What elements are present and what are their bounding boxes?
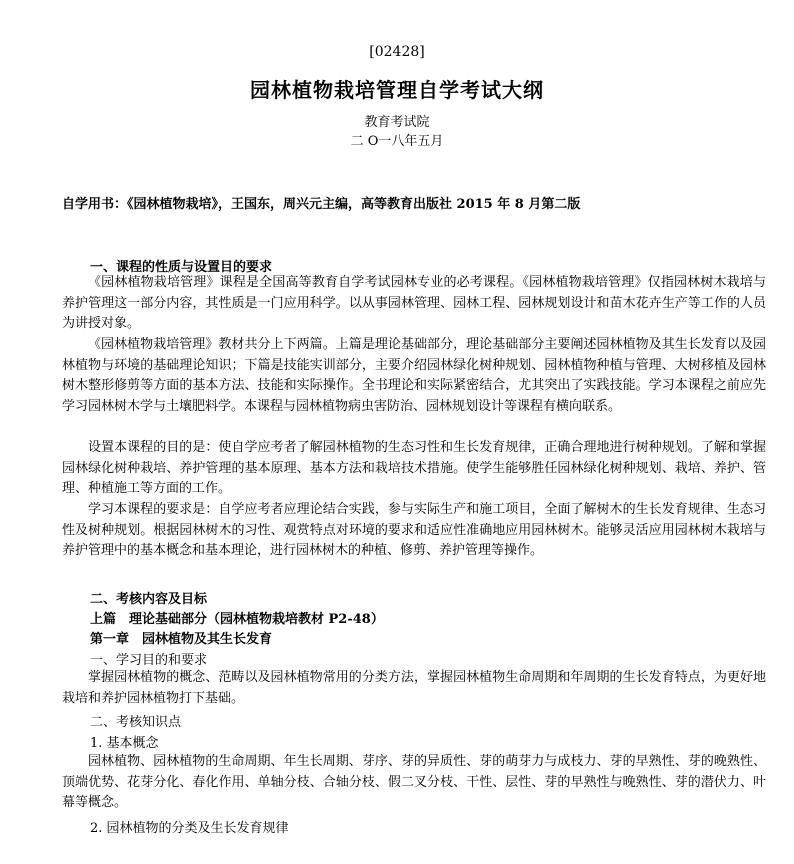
chapter-heading: 第一章 园林植物及其生长发育 xyxy=(90,632,273,647)
paragraph-textbook-structure: 《园林植物栽培管理》教材共分上下两篇。上篇是理论基础部分，理论基础部分主要阐述园林植物及其生长发育以及园林植物与环境的基础理论知识；下篇是技能实训部分，主要介绍园林绿化树种规划、园林植物种植与管理、大树移植及园林树木整形修剪等方面的基本方法、技能和实际操作。全书理论和实际紧密结合，尤其突出了实践技能。学习本课程之前应先学习园林树木学与土壤肥料学。本课程与园林植物病虫害防治、园林规划设计等课程有横向联系。 xyxy=(62,337,766,414)
points-heading: 二、考核知识点 xyxy=(90,715,182,730)
section-heading-2: 二、考核内容及目标 xyxy=(90,592,208,607)
part-heading: 上篇 理论基础部分（园林植物栽培教材 P2-48） xyxy=(90,612,384,627)
textbook-reference: 自学用书：《园林植物栽培》，王国东，周兴元主编，高等教育出版社 2015 年 8 月第二版 xyxy=(62,197,581,212)
paragraph-requirements: 学习本课程的要求是：自学应考者应理论结合实践，参与实际生产和施工项目，全面了解树木的生长发育规律、生态习性及树种规划。根据园林树木的习性、观赏特点对环境的要求和适应性准确地应用园林树木。能够灵活应用园林树木栽培与养护管理中的基本概念和基本理论，进行园林树木的种植、修剪、养护管理等操作。 xyxy=(62,502,766,559)
paragraph-nature: 《园林植物栽培管理》课程是全国高等教育自学考试园林专业的必考课程。《园林植物栽培管理》仅指园林树木栽培与养护管理这一部分内容，其性质是一门应用科学。以从事园林管理、园林工程、园林规划设计和苗木花卉生产等工作的人员为讲授对象。 xyxy=(62,275,766,332)
course-code: [02428] xyxy=(369,44,425,60)
item-basic-concepts: 1. 基本概念 xyxy=(90,736,159,751)
paragraph-purpose: 设置本课程的目的是：使自学应考者了解园林植物的生态习性和生长发育规律，正确合理地进行树种规划。了解和掌握园林绿化树种栽培、养护管理的基本原理、基本方法和栽培技术措施。使学生能够胜任园林绿化树种规划、栽培、养护、管理、种植施工等方面的工作。 xyxy=(62,440,766,497)
basic-concepts-text: 园林植物、园林植物的生命周期、年生长周期、芽序、芽的异质性、芽的萌芽力与成枝力、芽的早熟性、芽的晚熟性、顶端优势、花芽分化、春化作用、单轴分枝、合轴分枝、假二叉分枝、干性、层性、芽的早熟性与晚熟性、芽的潜伏力、叶幕等概念。 xyxy=(62,754,766,811)
issuer: 教育考试院 xyxy=(364,115,430,130)
goals-heading: 一、学习目的和要求 xyxy=(90,653,208,668)
publish-date: 二 O一八年五月 xyxy=(350,134,444,149)
section-heading-1: 一、课程的性质与设置目的要求 xyxy=(90,260,273,275)
item-classification: 2. 园林植物的分类及生长发育规律 xyxy=(90,821,289,836)
page-title: 园林植物栽培管理自学考试大纲 xyxy=(250,78,544,102)
goals-text: 掌握园林植物的概念、范畴以及园林植物常用的分类方法，掌握园林植物生命周期和年周期的生长发育特点，为更好地栽培和养护园林植物打下基础。 xyxy=(62,670,766,706)
